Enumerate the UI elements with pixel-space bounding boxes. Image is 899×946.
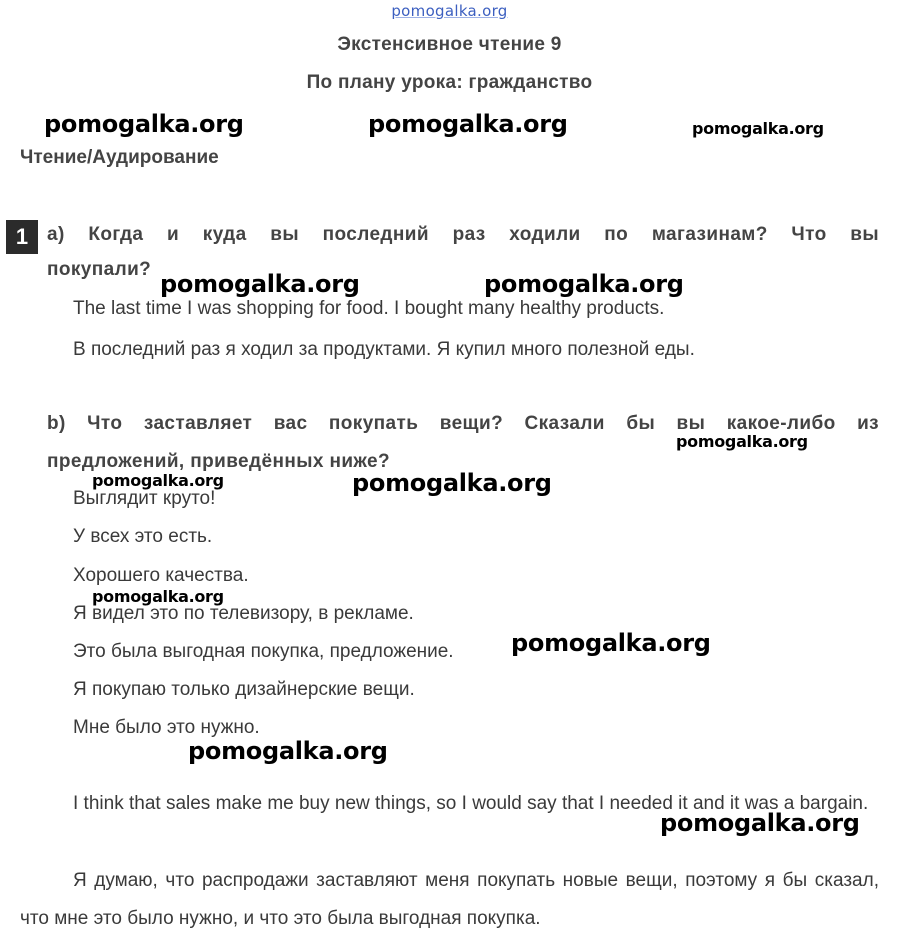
question-b-line2: предложений, приведённых ниже? bbox=[47, 451, 391, 472]
watermark: pomogalka.org bbox=[511, 629, 711, 657]
exercise-number-badge: 1 bbox=[6, 220, 38, 254]
watermark: pomogalka.org bbox=[352, 469, 552, 497]
watermark: pomogalka.org bbox=[44, 110, 244, 138]
option-item: У всех это есть. bbox=[73, 526, 213, 547]
option-item: Я покупаю только дизайнерские вещи. bbox=[73, 679, 415, 700]
watermark: pomogalka.org bbox=[368, 110, 568, 138]
watermark: pomogalka.org bbox=[92, 587, 224, 606]
watermark: pomogalka.org bbox=[160, 270, 360, 298]
answer-b-english: I think that sales make me buy new things, so I would say that I needed it and it was a bargain. bbox=[73, 793, 869, 814]
section-label: Чтение/Аудирование bbox=[20, 147, 219, 168]
watermark: pomogalka.org bbox=[676, 432, 808, 451]
option-item: Хорошего качества. bbox=[73, 565, 249, 586]
answer-a-english: The last time I was shopping for food. I bought many healthy products. bbox=[73, 298, 665, 319]
watermark: pomogalka.org bbox=[692, 119, 824, 138]
watermark: pomogalka.org bbox=[484, 270, 684, 298]
option-item: Выглядит круто! bbox=[73, 488, 216, 509]
question-a-line1: a) Когда и куда вы последний раз ходили по магазинам? Что вы bbox=[47, 224, 879, 245]
watermark: pomogalka.org bbox=[188, 737, 388, 765]
answer-b-russian: Я думаю, что распродажи заставляют меня покупать новые вещи, поэтому я бы сказал, что мне это было нужно, и что это была выгодная покупка. bbox=[20, 870, 879, 929]
option-item: Я видел это по телевизору, в рекламе. bbox=[73, 603, 414, 624]
page-subtitle: По плану урока: гражданство bbox=[306, 72, 593, 93]
answer-a-russian: В последний раз я ходил за продуктами. Я купил много полезной еды. bbox=[73, 339, 695, 360]
site-link[interactable]: pomogalka.org bbox=[391, 2, 508, 20]
page-title: Экстенсивное чтение 9 bbox=[337, 34, 562, 55]
option-item: Это была выгодная покупка, предложение. bbox=[73, 641, 454, 662]
watermark: pomogalka.org bbox=[92, 471, 224, 490]
question-b-line1: b) Что заставляет вас покупать вещи? Сказали бы вы какое-либо из bbox=[47, 413, 879, 434]
question-a-line2: покупали? bbox=[47, 259, 152, 280]
watermark: pomogalka.org bbox=[660, 809, 860, 837]
option-item: Мне было это нужно. bbox=[73, 717, 260, 738]
